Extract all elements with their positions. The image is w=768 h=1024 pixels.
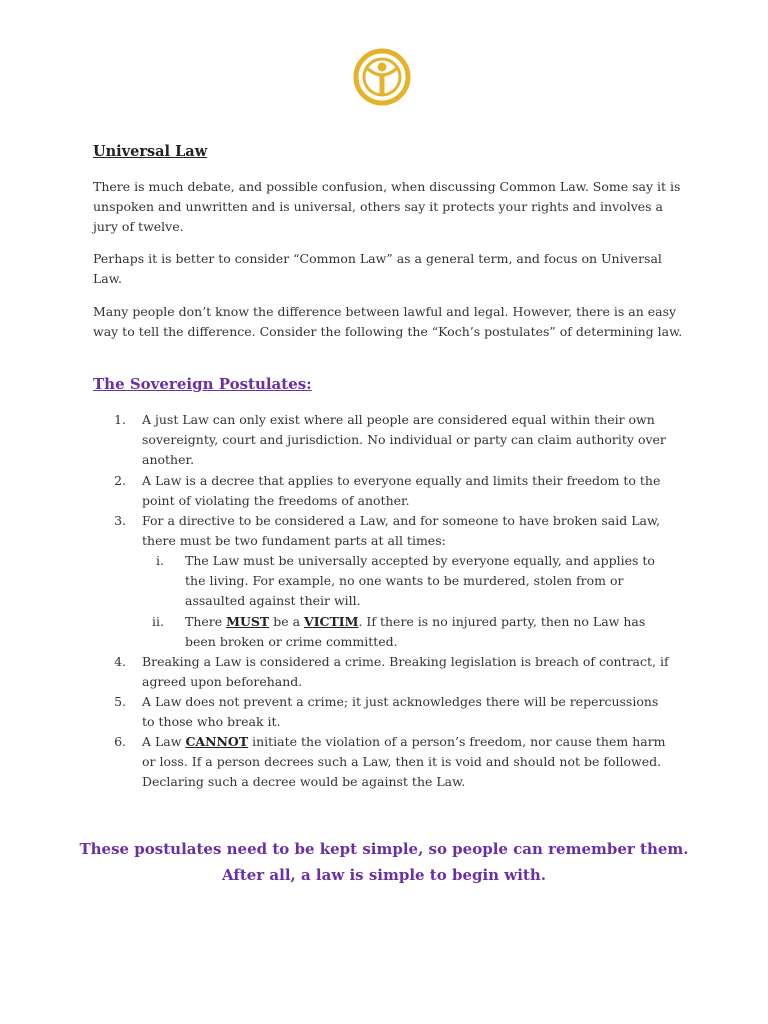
text-segment: initiate the violation of a person’s freedom, nor cause them harm or loss. If a person decrees such a Law, then it is void and should not be followed. Declaring such a decree would be against the Law. bbox=[142, 734, 666, 789]
text-segment: A Law bbox=[142, 734, 186, 749]
sub-list-item-text bbox=[185, 612, 670, 652]
list-number: 1. bbox=[114, 412, 126, 427]
list-item-text: Breaking a Law is considered a crime. Breaking legislation is breach of contract, if agreed upon beforehand. bbox=[142, 654, 669, 689]
text-segment: . If there is no injured party, then no Law has been broken or crime committed. bbox=[185, 614, 646, 649]
list-number: 3. bbox=[114, 513, 126, 528]
intro-paragraph: There is much debate, and possible confusion, when discussing Common Law. Some say it is unspoken and unwritten and is universal, others say it protects your rights and involves a jury of twelve. bbox=[93, 179, 681, 234]
list-number: 6. bbox=[114, 734, 126, 749]
list-item-text bbox=[142, 732, 672, 792]
gold-circle-person-logo bbox=[352, 47, 412, 107]
list-number: 4. bbox=[114, 654, 126, 669]
list-item-text: A just Law can only exist where all people are considered equal within their own sovereignty, court and jurisdiction. No individual or party can claim authority over another. bbox=[142, 412, 666, 467]
victim-emphasis: VICTIM bbox=[304, 614, 359, 629]
list-item-text: A Law does not prevent a crime; it just acknowledges there will be repercussions to those who break it. bbox=[142, 694, 659, 729]
list-number: 5. bbox=[114, 694, 126, 709]
postulates-heading: The Sovereign Postulates: bbox=[93, 375, 312, 393]
sub-list-item-text: The Law must be universally accepted by everyone equally, and applies to the living. For example, no one wants to be murdered, stolen from or assaulted against their will. bbox=[185, 553, 655, 608]
text-segment: There bbox=[185, 614, 227, 629]
sub-list-number: ii. bbox=[152, 614, 164, 629]
closing-line-1: These postulates need to be kept simple, so people can remember them. bbox=[79, 840, 689, 858]
text-segment: be a bbox=[269, 614, 304, 629]
closing-line-2: After all, a law is simple to begin with. bbox=[222, 866, 546, 884]
document-title: Universal Law bbox=[93, 143, 208, 160]
list-item-text: For a directive to be considered a Law, and for someone to have broken said Law, there must be two fundament parts at all times: bbox=[142, 513, 661, 548]
common-law-paragraph: Perhaps it is better to consider “Common Law” as a general term, and focus on Universal Law. bbox=[93, 251, 662, 286]
must-emphasis: MUST bbox=[226, 614, 270, 629]
list-number: 2. bbox=[114, 473, 126, 488]
sub-list-number: i. bbox=[156, 553, 164, 568]
list-item-text: A Law is a decree that applies to everyone equally and limits their freedom to the point of violating the freedoms of another. bbox=[142, 473, 661, 508]
lawful-legal-paragraph: Many people don’t know the difference between lawful and legal. However, there is an easy way to tell the difference. Consider the following the “Koch’s postulates” of determining law. bbox=[93, 304, 683, 339]
cannot-emphasis: CANNOT bbox=[185, 734, 249, 749]
